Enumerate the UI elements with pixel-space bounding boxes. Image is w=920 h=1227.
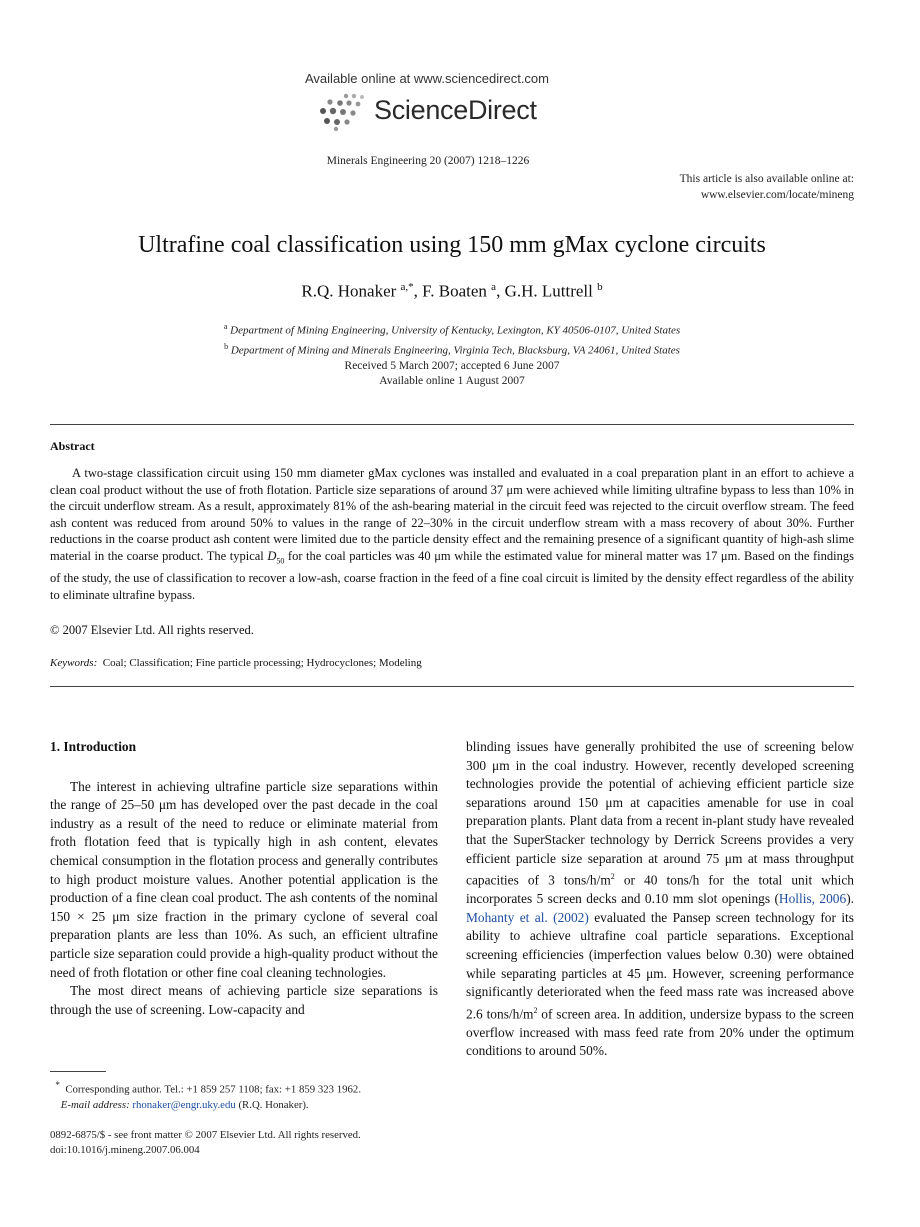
also-available-line1: This article is also available online at: — [679, 173, 854, 185]
keywords — [50, 657, 422, 669]
footnote-divider — [50, 1071, 106, 1072]
also-available-note — [680, 171, 854, 203]
author-list: R.Q. Honaker $^{a,*}$, F. Boaten $^a$, G.H. Luttrell $^b$ — [301, 281, 603, 301]
author-name: G.H. Luttrell — [504, 281, 593, 301]
keywords-text: Coal; Classification; Fine particle processing; Hydrocyclones; Modeling — [102, 657, 422, 669]
author-name: F. Boaten — [422, 281, 487, 301]
available-date: Available online 1 August 2007 — [379, 375, 525, 387]
right-column — [466, 738, 854, 1061]
paragraph: The most direct means of achieving particle size separations is through the use of screening. Low-capacity and — [50, 983, 438, 1017]
sciencedirect-dots-icon — [318, 93, 370, 131]
article-title: Ultrafine coal classification using 150 mm gMax cyclone circuits — [138, 232, 766, 258]
sciencedirect-logo — [318, 93, 548, 131]
paragraph: blinding issues have generally prohibited the use of screening below 300 μm in the coal industry. However, recently developed screening technologies provide the potential of achieving efficient particle size separations around 150 μm at capacities amenable for use in coal preparation plants. Plant data from a recent in-plant study have revealed that the SuperStacker technology by Derrick Screens provides a very efficient particle size separation at around 75 μm at mass throughput capacities of 3 tons/$h/m^2$ or 40 tons/h for the total unit which incorporates 5 screen decks and 0.10 mm slot openings (Hollis, 2006). Mohanty et al. (2002) evaluated the Pansep screen technology for its ability to achieve ultrafine coal particle separations. Exceptional screening efficiencies (imperfection values below 0.30) were obtained while separating particles at 45 μm. However, screening performance significantly deteriorated when the feed mass rate was increased above 2.6 tons/$h/m^2$ of screen area. In addition, undersize bypass to the screen overflow increased with mass feed rate from 20% under the optimum conditions to around 50%. — [466, 739, 855, 1059]
page-footer — [50, 1128, 361, 1158]
divider — [50, 424, 854, 425]
author-affil-mark: a — [491, 281, 497, 293]
email-line: E-mail address: rhonaker@engr.uky.edu (R.Q. Honaker). — [60, 1098, 309, 1111]
also-available-url[interactable]: www.elsevier.com/locate/mineng — [700, 189, 854, 201]
divider — [50, 686, 854, 687]
citation-link[interactable]: Hollis, 2006 — [778, 891, 847, 907]
available-online-banner: Available online at www.sciencedirect.com — [305, 71, 549, 86]
received-date: Received 5 March 2007; accepted 6 June 2007 — [344, 360, 560, 372]
affiliations — [0, 319, 904, 358]
citation-link[interactable]: Mohanty et al. (2002) — [466, 909, 589, 925]
corresponding-author: * Corresponding author. Tel.: +1 859 257 1108; fax: +1 859 323 1962. — [55, 1080, 362, 1096]
sciencedirect-wordmark: ScienceDirect — [374, 95, 537, 125]
keywords-label: Keywords: — [50, 657, 98, 669]
affiliation-line: $^a$ Department of Mining Engineering, University of Kentucky, Lexington, KY 40506-0107, United States — [223, 322, 681, 337]
doi-line[interactable]: doi:10.1016/j.mineng.2007.06.004 — [50, 1144, 200, 1156]
author-affil-mark: a,* — [400, 281, 414, 293]
issn-line: 0892-6875/$ - see front matter © 2007 Elsevier Ltd. All rights reserved. — [50, 1129, 361, 1141]
left-column — [50, 738, 438, 1019]
section-heading: 1. Introduction — [50, 739, 137, 754]
email-link[interactable]: rhonaker@engr.uky.edu — [132, 1098, 236, 1111]
abstract-heading: Abstract — [50, 439, 95, 453]
paragraph: The interest in achieving ultrafine particle size separations within the range of 25–50 μm has developed over the past decade in the coal industry as a result of the need to reduce or eliminate material from froth flotation feed that is typically high in ash content, elevates chemical consumption in the flotation process and generally contributes to high product moisture values. Another potential application is the production of a fine clean coal product. The ash contents of the nominal 150 × 25 μm size fraction in the primary cyclone of several coal preparation plants are less than 10%. As such, an efficient ultrafine particle size separation could provide a high-quality product without the need of froth flotation or other fine coal cleaning technologies. — [50, 778, 438, 980]
author-name: R.Q. Honaker — [301, 281, 397, 301]
author-affil-mark: b — [597, 281, 603, 293]
abstract-copyright: © 2007 Elsevier Ltd. All rights reserved. — [50, 623, 254, 637]
footnote — [50, 1078, 450, 1113]
article-dates — [0, 359, 904, 389]
abstract-text: A two-stage classification circuit using 150 mm diameter gMax cyclones was installed and evaluated in a coal preparation plant in an effort to achieve a clean coal product without the use of froth flotation. Particle size separations of around 37 μm were achieved while limiting ultrafine bypass to less than 10% in the circuit underflow stream. As a result, approximately 81% of the ash-bearing material in the circuit feed was rejected to the circuit overflow stream. The feed ash content was reduced from around 50% to values in the range of 22–30% in the circuit underflow stream with a mass recovery of about 30%. Further reductions in the coarse product ash content were limited due to the particle density effect and the remaining presence of a significant quantity of high-ash slime material in the coarse product. The typical $D_{50}$ for the coal particles was 40 μm while the estimated value for mineral matter was 17 μm. Based on the findings of the study, the use of classification to recover a low-ash, coarse fraction in the feed of a fine coal circuit is limited by the density effect regardless of the ability to eliminate ultrafine bypass. — [50, 466, 854, 602]
affiliation-line: $^b$ Department of Mining and Minerals Engineering, Virginia Tech, Blacksburg, VA 24061, United States — [224, 341, 680, 357]
journal-reference: Minerals Engineering 20 (2007) 1218–1226 — [326, 155, 530, 167]
